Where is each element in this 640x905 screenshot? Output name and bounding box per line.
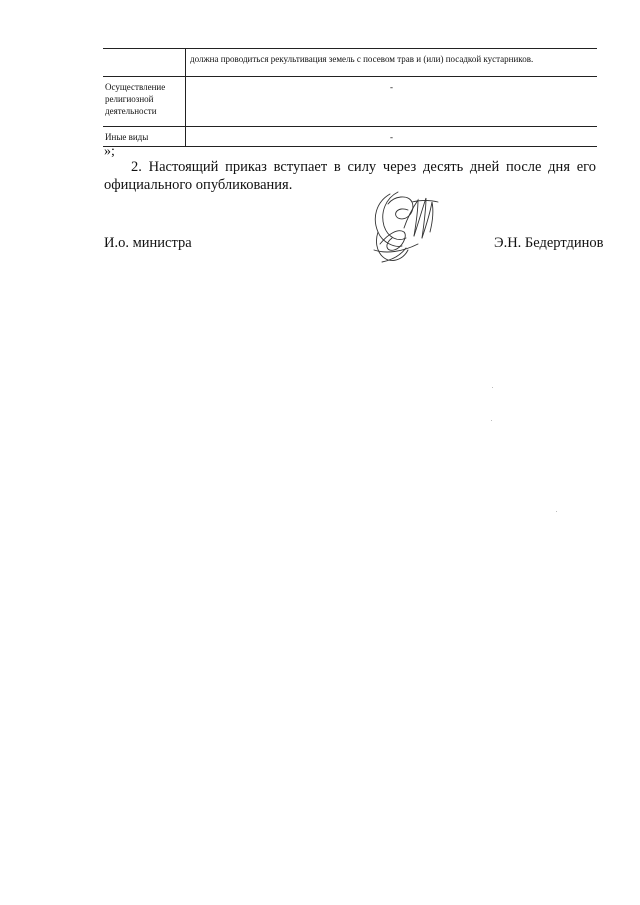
table-cell-value: - [186, 127, 598, 147]
scan-speck [556, 511, 557, 512]
table-row [103, 127, 597, 147]
table-cell-value: - [186, 77, 598, 127]
table-cell-label [103, 49, 186, 77]
table-cell-label: Осуществление религиозной деятельности [103, 77, 186, 127]
handwritten-signature-icon [368, 188, 442, 266]
table-cell-label: Иные виды [103, 127, 186, 147]
effective-date-paragraph: 2. Настоящий приказ вступает в силу через десять дней после дня его официального опубликования. [104, 159, 596, 193]
signatory-position: И.о. министра [104, 235, 192, 251]
signatory-name: Э.Н. Бедертдинов [494, 235, 604, 251]
scan-speck [492, 387, 493, 388]
table-row [103, 49, 597, 77]
land-use-table [103, 48, 597, 147]
table-cell-value: должна проводиться рекультивация земель с посевом трав и (или) посадкой кустарников. [186, 49, 598, 77]
closing-quote: »; [104, 144, 115, 159]
scan-speck [491, 420, 492, 421]
table-row [103, 77, 597, 127]
